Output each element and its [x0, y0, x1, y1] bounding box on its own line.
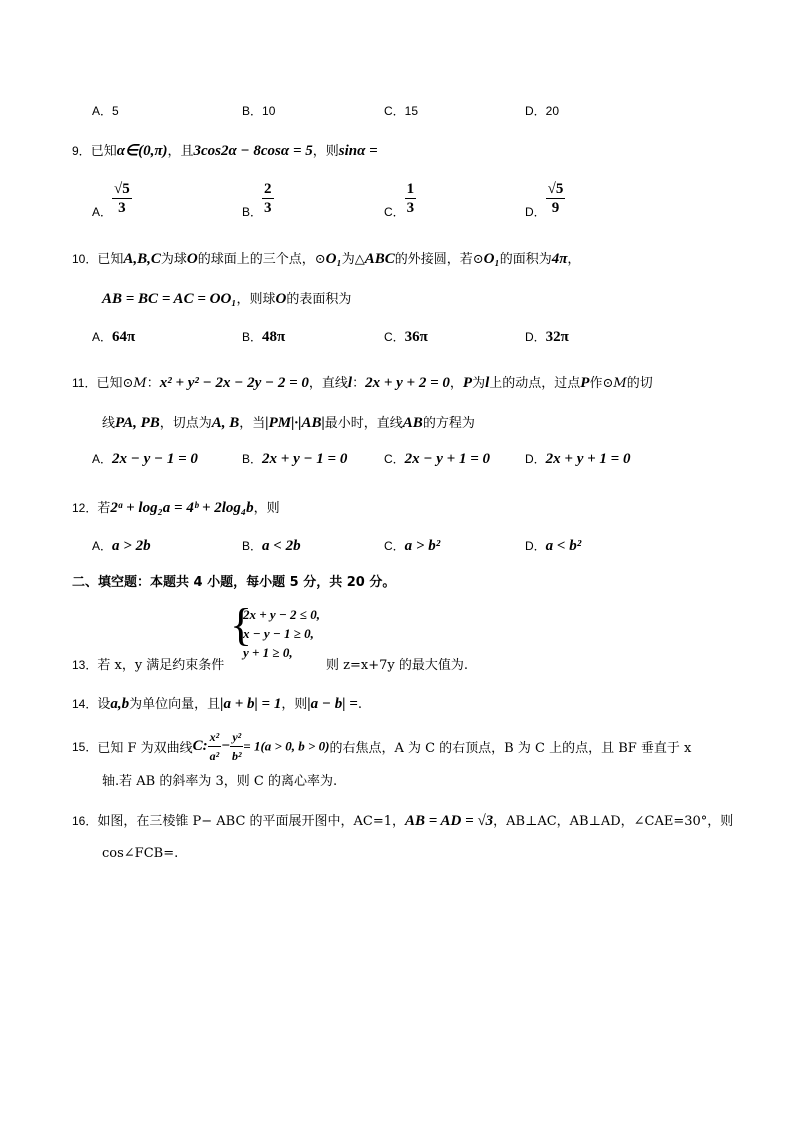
fraction	[405, 180, 417, 217]
q10-option-c	[384, 328, 428, 346]
question-15-line-2: 轴.若 AB 的斜率为 3，则 C 的离心率为.	[102, 774, 338, 789]
question-number: 13．	[72, 658, 98, 672]
text: 最小时，直线	[324, 416, 403, 431]
option-label: C．	[384, 330, 405, 344]
brace: {	[230, 599, 253, 650]
question-12	[72, 497, 280, 517]
text: 如图，在三棱锥 P− ABC 的平面展开图中，AC=1，	[97, 814, 406, 829]
text: ：	[146, 376, 160, 391]
text: M	[613, 376, 627, 391]
text: ，直线	[308, 376, 348, 391]
text: 的面积为	[499, 252, 552, 267]
option-label: D．	[525, 104, 546, 118]
text: 为△	[341, 252, 365, 267]
math: −	[221, 738, 231, 754]
q9-option-a	[92, 180, 132, 220]
question-15	[72, 728, 691, 765]
option-value: 10	[262, 104, 276, 118]
math: |a + b| = 1	[220, 696, 282, 712]
option-label: C．	[384, 104, 405, 118]
q9-option-d	[525, 180, 565, 220]
text: 作⊙	[589, 376, 614, 391]
fraction	[230, 728, 243, 765]
math: AB = BC = AC = OO₁	[102, 291, 237, 307]
question-number: 16．	[72, 814, 98, 828]
q12-option-b	[242, 537, 301, 555]
question-11	[72, 372, 653, 392]
q8-option-b	[242, 102, 275, 119]
question-number: 14．	[72, 697, 98, 711]
numerator: 2	[264, 181, 272, 197]
q9-option-b	[242, 180, 274, 220]
question-13-text-2: 则 z=x+7y 的最大值为.	[326, 658, 468, 673]
q12-option-d	[525, 537, 581, 555]
question-13-text	[72, 654, 224, 673]
option-label: A．	[92, 330, 113, 344]
denominator: 9	[551, 200, 560, 216]
option-label: B．	[242, 539, 263, 553]
option-label: D．	[525, 330, 546, 344]
option-value: 5	[112, 104, 119, 118]
option-label: A．	[92, 452, 113, 466]
math: AB = AD = √3	[405, 813, 494, 829]
text: ，则	[253, 501, 280, 516]
option-label: B．	[242, 104, 263, 118]
numerator: x²	[208, 728, 222, 747]
math: = 1(a > 0, b > 0)	[243, 738, 330, 754]
option-label: D．	[525, 205, 546, 219]
text: 已知 F 为双曲线	[97, 741, 193, 756]
math: A,B,C	[123, 251, 161, 267]
option-label: A．	[92, 104, 113, 118]
math: |PM|·|AB|	[265, 415, 325, 431]
text: 的右焦点，A 为 C 的右顶点，B 为 C 上的点，且 BF 垂直于 x	[329, 741, 692, 756]
math: P	[580, 375, 590, 391]
text: 的外接圆，若⊙	[394, 252, 484, 267]
text: ，	[567, 252, 581, 267]
question-number: 9．	[72, 144, 91, 158]
option-value: 20	[545, 104, 560, 118]
text: M	[133, 376, 147, 391]
option-value: 2x + y + 1 = 0	[545, 451, 631, 467]
option-label: B．	[242, 205, 263, 219]
option-label: D．	[525, 452, 546, 466]
question-10	[72, 248, 580, 268]
constraint: x − y − 1 ≥ 0,	[243, 626, 314, 641]
q11-option-c	[384, 450, 490, 468]
math: O₁	[483, 251, 500, 267]
q8-option-d	[525, 102, 559, 119]
option-value: 64π	[112, 329, 136, 345]
option-value: 15	[404, 104, 419, 118]
question-10-line-2	[102, 288, 351, 308]
constraint: y + 1 ≥ 0,	[243, 645, 293, 660]
numerator: √5	[547, 181, 564, 197]
q8-option-a	[92, 102, 119, 119]
text: 的球面上的三个点，⊙	[197, 252, 326, 267]
fraction	[262, 180, 274, 217]
option-value: 32π	[545, 329, 569, 345]
math: l	[485, 375, 490, 391]
math: α∈(0,π)	[116, 143, 168, 159]
q10-option-b	[242, 328, 285, 346]
text: 设	[97, 697, 111, 712]
question-9	[72, 140, 378, 160]
q11-option-d	[525, 450, 630, 468]
denominator: b²	[232, 749, 242, 763]
math: P	[462, 375, 473, 391]
text: ，则	[281, 697, 308, 712]
math: AB	[402, 415, 423, 431]
math: 3cos2α − 8cosα = 5	[193, 143, 313, 159]
section-title: 二、填空题：本题共 4 小题，每小题 5 分，共 20 分。	[72, 575, 396, 590]
option-value: 36π	[404, 329, 428, 345]
question-11-line-2	[102, 412, 475, 432]
option-label: B．	[242, 330, 263, 344]
text: 已知⊙	[96, 376, 134, 391]
text: 若 x，y 满足约束条件	[97, 658, 225, 673]
option-value: a > 2b	[112, 538, 151, 554]
text: ，切点为	[159, 416, 212, 431]
q11-option-a	[92, 450, 198, 468]
denominator: 3	[406, 200, 415, 216]
q11-option-b	[242, 450, 347, 468]
numerator: 1	[406, 181, 415, 197]
text: 若	[97, 501, 111, 516]
math: |a − b| =	[307, 696, 358, 712]
text: 的表面积为	[286, 292, 352, 307]
math: 2x + y + 2 = 0	[365, 375, 450, 391]
q12-option-c	[384, 537, 440, 555]
text: .	[357, 697, 362, 712]
math: O	[275, 291, 287, 307]
denominator: a²	[209, 749, 220, 763]
q10-option-d	[525, 328, 569, 346]
question-number: 11．	[72, 376, 97, 390]
denominator: 3	[118, 200, 126, 216]
fraction	[546, 180, 566, 217]
text: 为球	[160, 252, 187, 267]
text: ，则球	[236, 292, 276, 307]
text: 的方程为	[422, 416, 475, 431]
option-value: 2x − y + 1 = 0	[404, 451, 491, 467]
numerator: √5	[114, 181, 130, 197]
option-label: C．	[384, 452, 405, 466]
text: ，	[449, 376, 463, 391]
math: x² + y² − 2x − 2y − 2 = 0	[159, 375, 309, 391]
text: ，且	[167, 144, 194, 159]
text: 线	[102, 416, 116, 431]
math: A, B	[211, 415, 240, 431]
text: 为单位向量，且	[129, 697, 221, 712]
q8-option-c	[384, 102, 418, 119]
option-value: a < b²	[545, 538, 582, 554]
constraint: 2x + y − 2 ≤ 0,	[243, 607, 320, 622]
math: PA, PB	[115, 415, 160, 431]
math: 4π	[551, 251, 568, 267]
question-14	[72, 693, 362, 713]
option-value: 2x − y − 1 = 0	[112, 451, 198, 467]
option-value: 2x + y − 1 = 0	[262, 451, 348, 467]
question-number: 12．	[72, 501, 98, 515]
text: 为	[472, 376, 486, 391]
text: 已知	[90, 144, 117, 159]
denominator: 3	[264, 200, 272, 216]
fraction	[112, 180, 132, 217]
q9-option-c	[384, 180, 416, 220]
question-16	[72, 810, 733, 830]
numerator: y²	[230, 728, 243, 747]
question-16-line-2: cos∠FCB=.	[102, 846, 179, 861]
question-number: 15．	[72, 740, 98, 754]
option-value: 48π	[262, 329, 286, 345]
text: ：	[352, 376, 366, 391]
option-label: C．	[384, 205, 405, 219]
math: a,b	[110, 696, 130, 712]
text: 的切	[626, 376, 653, 391]
q12-option-a	[92, 537, 151, 555]
text: 已知	[97, 252, 124, 267]
math: O₁	[325, 251, 342, 267]
question-number: 10．	[72, 252, 98, 266]
text: 上的动点，过点	[489, 376, 581, 391]
option-label: A．	[92, 539, 113, 553]
math: l	[347, 375, 353, 391]
constraint-system	[243, 605, 320, 662]
option-label: D．	[525, 539, 546, 553]
option-label: C．	[384, 539, 405, 553]
option-label: B．	[242, 452, 263, 466]
fraction	[208, 728, 222, 765]
option-label: A．	[92, 205, 113, 219]
math: ABC	[364, 251, 395, 267]
text: ，则	[312, 144, 339, 159]
math: C:	[192, 738, 208, 754]
text: ，当	[239, 416, 266, 431]
math: 2ᵃ + log₂a = 4ᵇ + 2log₄b	[110, 500, 254, 516]
text: ，AB⊥AC，AB⊥AD，∠CAE=30°，则	[493, 814, 734, 829]
q10-option-a	[92, 328, 135, 346]
math: sinα =	[338, 143, 378, 159]
option-value: a > b²	[404, 538, 441, 554]
math: O	[186, 251, 198, 267]
option-value: a < 2b	[262, 538, 301, 554]
